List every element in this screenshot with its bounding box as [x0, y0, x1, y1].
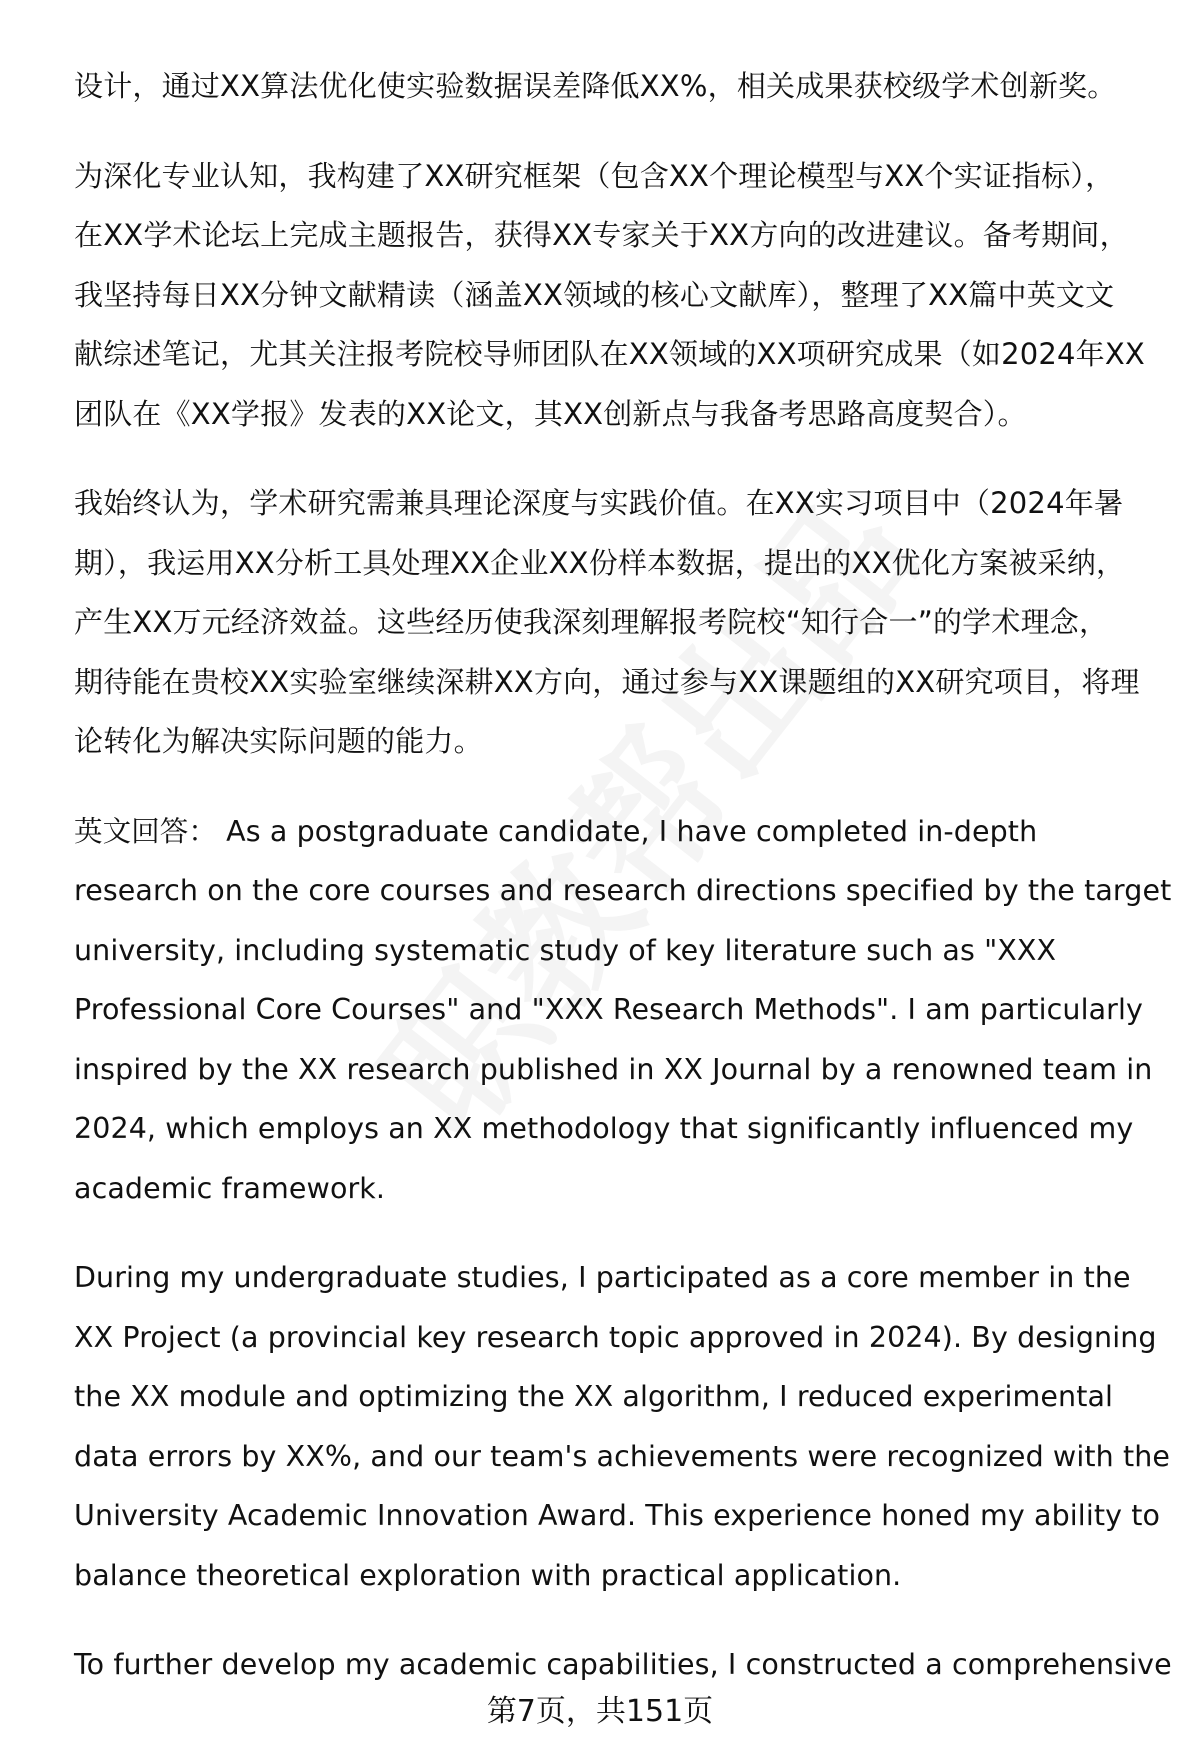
text-line: 团队在《XX学报》发表的XX论文，其XX创新点与我备考思路高度契合）。: [74, 396, 1027, 431]
text-line: 为深化专业认知，我构建了XX研究框架（包含XX个理论模型与XX个实证指标），: [74, 158, 1115, 193]
text-line: research on the core courses and research directions specified by the target: [74, 874, 1172, 907]
text-line: 期待能在贵校XX实验室继续深耕XX方向，通过参与XX课题组的XX研究项目，将理: [74, 664, 1140, 699]
text-line: Professional Core Courses" and "XXX Research Methods". I am particularly: [74, 993, 1143, 1026]
text-line: academic framework.: [74, 1171, 386, 1205]
text-line: 产生XX万元经济效益。这些经历使我深刻理解报考院校“知行合一”的学术理念，: [74, 605, 1109, 639]
paragraph-english-answer: [74, 802, 1172, 1219]
text-line: 我坚持每日XX分钟文献精读（涵盖XX领域的核心文献库），整理了XX篇中英文文: [74, 277, 1115, 312]
text-line: 献综述笔记，尤其关注报考院校导师团队在XX领域的XX项研究成果（如2024年XX: [74, 337, 1146, 371]
text-line: 我始终认为，学术研究需兼具理论深度与实践价值。在XX实习项目中（2024年暑: [74, 486, 1124, 520]
text-line: 设计，通过XX算法优化使实验数据误差降低XX%，相关成果获校级学术创新奖。: [74, 69, 1117, 103]
paragraph-2: [74, 147, 1164, 445]
paragraph-english-undergraduate: [74, 1248, 1171, 1605]
text-line: 英文回答： As a postgraduate candidate, I have completed in-depth: [74, 814, 1038, 848]
text-line: balance theoretical exploration with practical application.: [74, 1558, 902, 1592]
text-line: university, including systematic study of key literature such as "XXX: [74, 933, 1057, 967]
text-line: To further develop my academic capabilities, I constructed a comprehensive: [74, 1648, 1172, 1681]
text-line: University Academic Innovation Award. This experience honed my ability to: [74, 1499, 1161, 1532]
page-number: 第7页，共151页: [486, 1694, 714, 1729]
text-line: 在XX学术论坛上完成主题报告，获得XX专家关于XX方向的改进建议。备考期间，: [74, 218, 1129, 252]
text-line: During my undergraduate studies, I participated as a core member in the: [74, 1261, 1131, 1294]
text-line: 2024, which employs an XX methodology that significantly influenced my: [74, 1112, 1134, 1145]
paragraph-1: [74, 57, 1164, 117]
text-line: inspired by the XX research published in XX Journal by a renowned team in: [74, 1052, 1153, 1086]
text-line: the XX module and optimizing the XX algorithm, I reduced experimental: [74, 1380, 1114, 1413]
text-line: 论转化为解决实际问题的能力。: [74, 724, 483, 758]
text-line: XX Project (a provincial key research topic approved in 2024). By designing: [74, 1320, 1157, 1354]
document-body: [74, 57, 1172, 1725]
paragraph-english-continued: [74, 1635, 1172, 1695]
text-line: 期），我运用XX分析工具处理XX企业XX份样本数据，提出的XX优化方案被采纳，: [74, 545, 1126, 580]
text-line: data errors by XX%, and our team's achievements were recognized with the: [74, 1439, 1171, 1473]
paragraph-3: [74, 474, 1164, 772]
